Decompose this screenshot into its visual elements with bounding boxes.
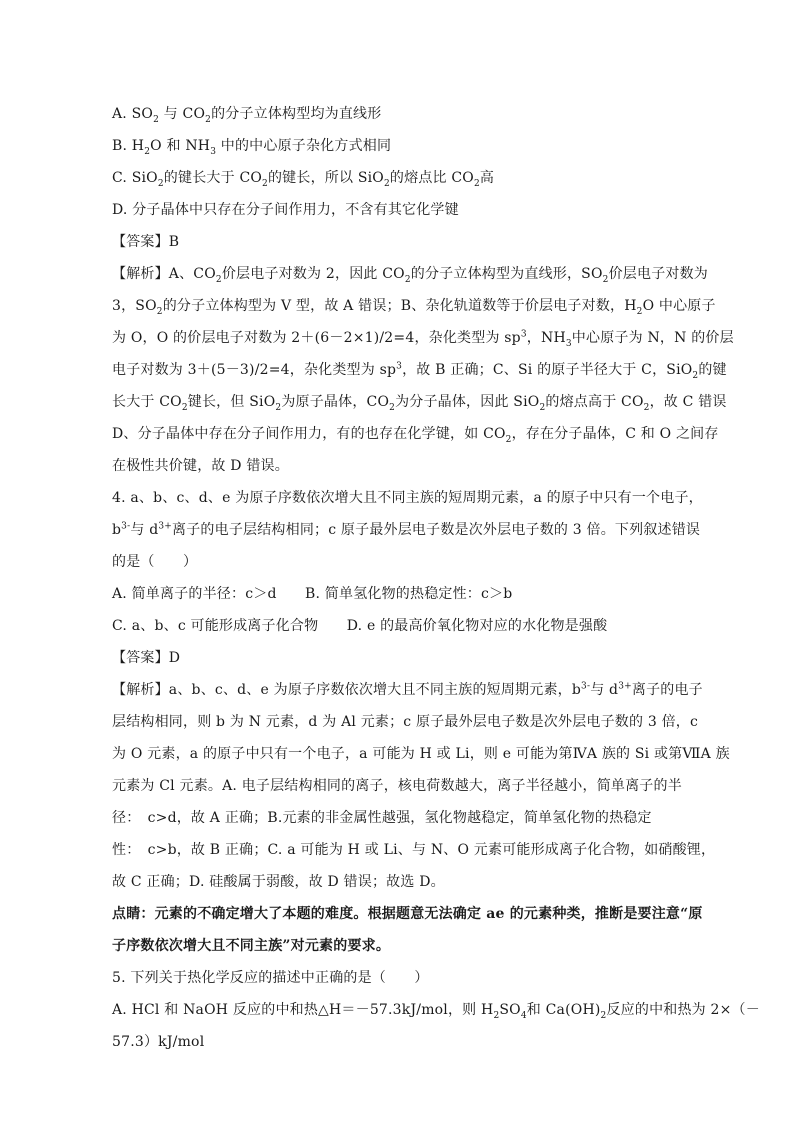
analysis-line: 长大于 $CO_2$键长，但 SiO$_2$为原子晶体，$CO_2$为分子晶体，因此 SiO$_2$的熔点高于 $CO_2$，故 C 错误 [112,394,727,413]
option-line: A. $SO_2$ 与 $CO_2$的分子立体构型均为直线形 [112,106,382,125]
document-page [112,98,760,1058]
note-line: 子序数依次增大且不同主族”对元素的要求。 [112,938,391,954]
option-line: B. $H_2O$ 和 $NH_3$ 中的中心原子杂化方式相同 [112,138,392,157]
option-line: C. SiO$_2$的键长大于 $CO_2$的键长，所以 SiO$_2$的熔点比 $CO_2$高 [112,170,495,189]
analysis-line: 3，$SO_2$的分子立体构型为 V 型，故 A 错误；B、杂化轨道数等于价层电子对数，$H_2O$ 中心原子 [112,298,716,317]
question-line: $b^{3-}$与 $d^{3+}$离子的电子层结构相同；c 原子最外层电子数是次外层电子数的 3 倍。下列叙述错误 [112,521,701,538]
analysis-line: 在极性共价键，故 D 错误。 [112,458,289,474]
analysis-line: 故 C 正确；D. 硅酸属于弱酸，故 D 错误；故选 D。 [112,874,445,890]
option-line: A. 简单离子的半径：c＞d B. 简单氢化物的热稳定性：c＞b [112,586,513,602]
analysis-line: 为 O，O 的价层电子对数为 2＋(6－2×1)/2=4，杂化类型为 $sp^3$，$NH_3$中心原子为 N，N 的价层 [112,329,734,349]
question-line: 的是（ ） [112,554,198,570]
analysis-line: 电子对数为 3＋(5－3)/2=4，杂化类型为 $sp^3$，故 B 正确；C、Si 的原子半径大于 C，SiO$_2$的键 [112,361,727,381]
answer-line: 【答案】D [112,650,181,666]
option-line: D. 分子晶体中只存在分子间作用力，不含有其它化学键 [112,202,459,218]
option-line: 57.3）kJ/mol [112,1034,205,1050]
analysis-line: 为 O 元素，a 的原子中只有一个电子，a 可能为 H 或 Li，则 e 可能为第ⅣA 族的 Si 或第ⅦA 族 [112,746,730,762]
analysis-line: 元素为 Cl 元素。A. 电子层结构相同的离子，核电荷数越大，离子半径越小，简单离子的半 [112,778,682,794]
question-line: 4. a、b、c、d、e 为原子序数依次增大且不同主族的短周期元素，a 的原子中只有一个电子， [112,490,703,506]
option-line: C. a、b、c 可能形成离子化合物 D. e 的最高价氧化物对应的水化物是强酸 [112,618,608,634]
analysis-line: 【解析】A、$CO_2$价层电子对数为 2，因此 $CO_2$的分子立体构型为直线形，$SO_2$价层电子对数为 [112,266,708,285]
analysis-line: 【解析】a、b、c、d、e 为原子序数依次增大且不同主族的短周期元素，$b^{3-}$与 $d^{3+}$离子的电子 [112,681,703,698]
answer-line: 【答案】B [112,234,180,250]
analysis-line: 层结构相同，则 b 为 N 元素，d 为 Al 元素；c 原子最外层电子数是次外层电子数的 3 倍，c [112,714,699,730]
analysis-line: D、分子晶体中存在分子间作用力，有的也存在化学键，如 $CO_2$，存在分子晶体，C 和 O 之间存 [112,426,719,445]
analysis-line: 径： c>d，故 A 正确；B.元素的非金属性越强，氢化物越稳定，简单氢化物的热稳定 [112,810,652,826]
analysis-line: 性： c>b，故 B 正确；C. a 可能为 H 或 Li、与 N、O 元素可能形成离子化合物，如硝酸锂， [112,842,716,858]
note-line: 点睛：元素的不确定增大了本题的难度。根据题意无法确定 ae 的元素种类，推断是要注意“原 [112,906,703,922]
option-line: A. HCl 和 NaOH 反应的中和热△H＝－57.3kJ/mol，则 $H_2SO_4$和 $Ca(OH)_2$反应的中和热为 2×（－ [112,1002,760,1021]
question-line: 5. 下列关于热化学反应的描述中正确的是（ ） [112,970,429,986]
